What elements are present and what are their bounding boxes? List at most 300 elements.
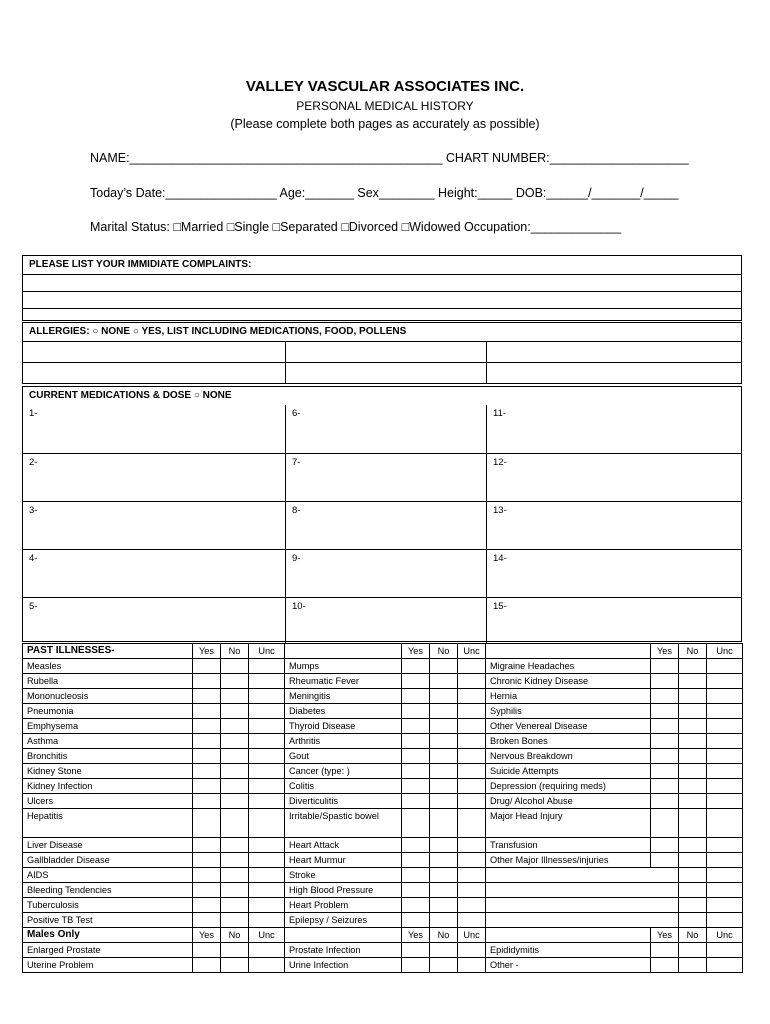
illness-name: Diabetes	[285, 704, 402, 719]
illness-name: Arthritis	[285, 734, 402, 749]
illness-name: Diverticulitis	[285, 794, 402, 809]
table-row	[23, 719, 743, 734]
unc-header: Unc	[707, 928, 743, 943]
yes-checkbox[interactable]	[193, 943, 221, 958]
no-checkbox[interactable]	[221, 943, 249, 958]
illness-name: Positive TB Test	[23, 913, 193, 928]
table-row	[23, 883, 743, 898]
no-checkbox[interactable]	[430, 913, 458, 928]
unc-checkbox[interactable]	[249, 734, 285, 749]
illness-name: Syphilis	[486, 704, 651, 719]
illness-name: Drug/ Alcohol Abuse	[486, 794, 651, 809]
unc-checkbox[interactable]	[249, 883, 285, 898]
no-checkbox[interactable]	[221, 868, 249, 883]
unc-checkbox[interactable]	[249, 868, 285, 883]
date-age-line[interactable]: Today’s Date:________________ Age:_______ Sex________ Height:_____ DOB:______/_______/_____	[90, 186, 679, 200]
yes-checkbox	[651, 868, 679, 883]
yes-checkbox[interactable]	[402, 659, 430, 674]
complaint-line[interactable]	[23, 291, 741, 308]
unc-checkbox[interactable]	[458, 749, 486, 764]
unc-checkbox[interactable]	[458, 794, 486, 809]
unc-checkbox[interactable]	[249, 809, 285, 838]
yes-checkbox[interactable]	[402, 853, 430, 868]
medication-cell[interactable]: 7-	[285, 453, 486, 501]
table-row	[23, 749, 743, 764]
table-row	[23, 779, 743, 794]
no-checkbox[interactable]	[430, 779, 458, 794]
unc-checkbox[interactable]	[249, 794, 285, 809]
unc-checkbox[interactable]	[707, 764, 743, 779]
no-checkbox[interactable]	[430, 809, 458, 838]
table-row	[23, 794, 743, 809]
form-instruction: (Please complete both pages as accurately as possible)	[230, 117, 540, 131]
medication-cell[interactable]: 13-	[486, 501, 741, 549]
illness-name	[486, 868, 651, 883]
yes-checkbox[interactable]	[651, 689, 679, 704]
table-row	[23, 868, 743, 883]
yes-checkbox[interactable]	[651, 764, 679, 779]
yes-checkbox	[651, 898, 679, 913]
yes-checkbox[interactable]	[651, 674, 679, 689]
illness-name: Migraine Headaches	[486, 659, 651, 674]
no-checkbox[interactable]	[221, 779, 249, 794]
illness-name: Mumps	[285, 659, 402, 674]
unc-checkbox[interactable]	[249, 838, 285, 853]
yes-checkbox[interactable]	[193, 838, 221, 853]
yes-checkbox[interactable]	[193, 794, 221, 809]
table-row	[23, 704, 743, 719]
illness-name: Transfusion	[486, 838, 651, 853]
unc-checkbox[interactable]	[458, 943, 486, 958]
no-header: No	[430, 644, 458, 659]
unc-checkbox[interactable]	[249, 659, 285, 674]
no-checkbox[interactable]	[221, 734, 249, 749]
illness-name: Stroke	[285, 868, 402, 883]
unc-checkbox[interactable]	[458, 689, 486, 704]
yes-checkbox[interactable]	[402, 779, 430, 794]
unc-checkbox[interactable]	[458, 913, 486, 928]
illness-name: Measles	[23, 659, 193, 674]
unc-checkbox[interactable]	[707, 853, 743, 868]
no-checkbox[interactable]	[430, 898, 458, 913]
no-checkbox[interactable]	[679, 958, 707, 973]
unc-checkbox[interactable]	[707, 779, 743, 794]
illness-name: Chronic Kidney Disease	[486, 674, 651, 689]
no-checkbox[interactable]	[430, 838, 458, 853]
allergy-cell[interactable]	[23, 341, 285, 362]
unc-checkbox[interactable]	[249, 898, 285, 913]
yes-checkbox[interactable]	[402, 749, 430, 764]
no-checkbox[interactable]	[430, 883, 458, 898]
yes-header: Yes	[651, 644, 679, 659]
form-title: VALLEY VASCULAR ASSOCIATES INC.	[245, 78, 525, 95]
complaint-line[interactable]	[23, 274, 741, 291]
yes-checkbox[interactable]	[651, 958, 679, 973]
no-checkbox[interactable]	[679, 779, 707, 794]
illness-name	[486, 883, 651, 898]
yes-checkbox[interactable]	[651, 794, 679, 809]
unc-checkbox[interactable]	[249, 779, 285, 794]
illness-name: Bronchitis	[23, 749, 193, 764]
yes-checkbox[interactable]	[193, 883, 221, 898]
yes-checkbox[interactable]	[193, 734, 221, 749]
illness-name: Colitis	[285, 779, 402, 794]
table-row	[23, 913, 743, 928]
table-row	[23, 809, 743, 838]
table-row	[23, 838, 743, 853]
no-checkbox[interactable]	[221, 913, 249, 928]
illness-name: Enlarged Prostate	[23, 943, 193, 958]
illness-name: Kidney Stone	[23, 764, 193, 779]
illness-name: Heart Attack	[285, 838, 402, 853]
illness-name: Broken Bones	[486, 734, 651, 749]
no-checkbox[interactable]	[221, 719, 249, 734]
medication-cell[interactable]: 3-	[23, 501, 285, 549]
no-checkbox[interactable]	[221, 809, 249, 838]
unc-checkbox[interactable]	[249, 764, 285, 779]
unc-checkbox	[707, 898, 743, 913]
yes-checkbox[interactable]	[193, 779, 221, 794]
no-checkbox[interactable]	[221, 689, 249, 704]
illness-name: Urine Infection	[285, 958, 402, 973]
medication-cell[interactable]: 14-	[486, 549, 741, 597]
no-checkbox[interactable]	[221, 704, 249, 719]
past-illnesses-heading: PAST ILLNESSES-	[23, 644, 193, 659]
medications-label: CURRENT MEDICATIONS & DOSE ○ NONE	[29, 390, 232, 401]
illness-name: Emphysema	[23, 719, 193, 734]
unc-checkbox[interactable]	[707, 749, 743, 764]
column-heading-empty	[285, 928, 402, 943]
yes-checkbox[interactable]	[651, 853, 679, 868]
unc-checkbox[interactable]	[707, 943, 743, 958]
unc-checkbox[interactable]	[707, 794, 743, 809]
unc-header: Unc	[707, 644, 743, 659]
allergy-cell[interactable]	[285, 362, 486, 384]
illness-name	[486, 913, 651, 928]
medication-cell[interactable]: 6-	[285, 405, 486, 453]
illness-name: Asthma	[23, 734, 193, 749]
unc-checkbox[interactable]	[458, 809, 486, 838]
unc-checkbox	[707, 868, 743, 883]
medication-cell[interactable]: 8-	[285, 501, 486, 549]
no-checkbox[interactable]	[679, 704, 707, 719]
unc-checkbox[interactable]	[458, 868, 486, 883]
no-checkbox[interactable]	[679, 943, 707, 958]
unc-checkbox[interactable]	[249, 749, 285, 764]
no-checkbox[interactable]	[679, 734, 707, 749]
medication-cell[interactable]: 2-	[23, 453, 285, 501]
yes-checkbox[interactable]	[402, 794, 430, 809]
yes-header: Yes	[193, 644, 221, 659]
no-checkbox[interactable]	[221, 674, 249, 689]
unc-checkbox[interactable]	[458, 883, 486, 898]
yes-checkbox[interactable]	[193, 853, 221, 868]
unc-checkbox[interactable]	[458, 838, 486, 853]
allergy-cell[interactable]	[486, 341, 741, 362]
allergy-cell[interactable]	[285, 341, 486, 362]
column-heading-empty	[486, 644, 651, 659]
illness-name: Nervous Breakdown	[486, 749, 651, 764]
yes-checkbox[interactable]	[193, 689, 221, 704]
unc-checkbox[interactable]	[458, 853, 486, 868]
yes-checkbox[interactable]	[402, 809, 430, 838]
form-subtitle: PERSONAL MEDICAL HISTORY	[296, 99, 474, 113]
no-checkbox[interactable]	[679, 809, 707, 838]
illness-name	[486, 898, 651, 913]
table-row	[23, 853, 743, 868]
yes-checkbox[interactable]	[651, 719, 679, 734]
medication-cell[interactable]: 11-	[486, 405, 741, 453]
no-checkbox[interactable]	[430, 794, 458, 809]
unc-checkbox[interactable]	[707, 674, 743, 689]
illness-name: Thyroid Disease	[285, 719, 402, 734]
yes-checkbox[interactable]	[193, 958, 221, 973]
unc-checkbox[interactable]	[458, 719, 486, 734]
no-checkbox[interactable]	[221, 853, 249, 868]
table-row	[23, 734, 743, 749]
medication-cell[interactable]: 9-	[285, 549, 486, 597]
unc-checkbox[interactable]	[458, 958, 486, 973]
no-checkbox[interactable]	[679, 794, 707, 809]
unc-checkbox[interactable]	[249, 689, 285, 704]
yes-checkbox[interactable]	[651, 704, 679, 719]
allergy-cell[interactable]	[23, 362, 285, 384]
yes-checkbox[interactable]	[402, 674, 430, 689]
illness-name: Heart Murmur	[285, 853, 402, 868]
illness-name: Prostate Infection	[285, 943, 402, 958]
illness-name: Mononucleosis	[23, 689, 193, 704]
males-header-row	[23, 928, 743, 943]
no-checkbox[interactable]	[430, 943, 458, 958]
unc-checkbox	[707, 883, 743, 898]
medication-cell[interactable]: 10-	[285, 597, 486, 643]
yes-checkbox[interactable]	[402, 958, 430, 973]
yes-checkbox[interactable]	[402, 734, 430, 749]
no-checkbox[interactable]	[679, 689, 707, 704]
yes-checkbox[interactable]	[402, 868, 430, 883]
yes-checkbox[interactable]	[651, 749, 679, 764]
yes-checkbox[interactable]	[402, 838, 430, 853]
illness-name: Kidney Infection	[23, 779, 193, 794]
no-checkbox[interactable]	[679, 764, 707, 779]
yes-checkbox[interactable]	[402, 943, 430, 958]
table-row	[23, 674, 743, 689]
yes-checkbox[interactable]	[402, 883, 430, 898]
medication-cell[interactable]: 15-	[486, 597, 741, 643]
medication-cell[interactable]: 5-	[23, 597, 285, 643]
unc-checkbox[interactable]	[707, 704, 743, 719]
table-row	[23, 943, 743, 958]
no-checkbox[interactable]	[679, 853, 707, 868]
illness-name: High Blood Pressure	[285, 883, 402, 898]
illness-name: Tuberculosis	[23, 898, 193, 913]
unc-checkbox[interactable]	[249, 719, 285, 734]
medication-cell[interactable]: 1-	[29, 408, 38, 419]
unc-header: Unc	[458, 928, 486, 943]
unc-header: Unc	[249, 928, 285, 943]
no-checkbox[interactable]	[430, 719, 458, 734]
yes-checkbox[interactable]	[193, 913, 221, 928]
medication-cell[interactable]: 12-	[486, 453, 741, 501]
unc-checkbox[interactable]	[458, 734, 486, 749]
no-checkbox[interactable]	[430, 853, 458, 868]
yes-checkbox[interactable]	[193, 674, 221, 689]
no-checkbox[interactable]	[679, 719, 707, 734]
yes-checkbox[interactable]	[402, 898, 430, 913]
no-checkbox[interactable]	[430, 764, 458, 779]
yes-checkbox[interactable]	[651, 659, 679, 674]
yes-checkbox[interactable]	[193, 719, 221, 734]
unc-checkbox[interactable]	[249, 853, 285, 868]
yes-checkbox[interactable]	[193, 868, 221, 883]
yes-checkbox[interactable]	[402, 704, 430, 719]
no-checkbox[interactable]	[679, 674, 707, 689]
column-heading-empty	[285, 644, 402, 659]
yes-header: Yes	[193, 928, 221, 943]
unc-checkbox[interactable]	[458, 898, 486, 913]
allergy-cell[interactable]	[486, 362, 741, 384]
illness-name: Irritable/Spastic bowel	[285, 809, 402, 838]
no-checkbox[interactable]	[430, 689, 458, 704]
table-row	[23, 659, 743, 674]
yes-checkbox[interactable]	[193, 809, 221, 838]
illness-name: Rheumatic Fever	[285, 674, 402, 689]
complaints-label: PLEASE LIST YOUR IMMIDIATE COMPLAINTS:	[29, 259, 252, 270]
yes-checkbox[interactable]	[651, 809, 679, 838]
unc-checkbox[interactable]	[707, 719, 743, 734]
yes-checkbox[interactable]	[193, 764, 221, 779]
no-checkbox	[679, 883, 707, 898]
yes-checkbox[interactable]	[402, 764, 430, 779]
no-checkbox[interactable]	[430, 674, 458, 689]
unc-checkbox[interactable]	[249, 704, 285, 719]
yes-checkbox[interactable]	[651, 838, 679, 853]
no-header: No	[679, 928, 707, 943]
complaints-section	[22, 255, 742, 321]
yes-header: Yes	[402, 644, 430, 659]
no-checkbox[interactable]	[430, 704, 458, 719]
medication-cell[interactable]: 4-	[23, 549, 285, 597]
unc-header: Unc	[249, 644, 285, 659]
no-checkbox[interactable]	[679, 749, 707, 764]
males-only-heading: Males Only	[23, 928, 193, 943]
no-header: No	[221, 644, 249, 659]
yes-header: Yes	[651, 928, 679, 943]
illness-name: Major Head Injury	[486, 809, 651, 838]
unc-checkbox[interactable]	[707, 809, 743, 838]
unc-checkbox[interactable]	[249, 674, 285, 689]
unc-header: Unc	[458, 644, 486, 659]
no-header: No	[679, 644, 707, 659]
yes-checkbox[interactable]	[402, 689, 430, 704]
unc-checkbox[interactable]	[458, 764, 486, 779]
illness-name: Bleeding Tendencies	[23, 883, 193, 898]
no-checkbox[interactable]	[430, 868, 458, 883]
unc-checkbox[interactable]	[249, 913, 285, 928]
illness-name: Gout	[285, 749, 402, 764]
yes-checkbox[interactable]	[651, 943, 679, 958]
unc-checkbox[interactable]	[707, 958, 743, 973]
illness-name: Heart Problem	[285, 898, 402, 913]
no-checkbox[interactable]	[679, 659, 707, 674]
yes-checkbox	[651, 883, 679, 898]
unc-checkbox[interactable]	[458, 779, 486, 794]
no-checkbox[interactable]	[430, 659, 458, 674]
illness-name: Meningitis	[285, 689, 402, 704]
unc-checkbox	[707, 913, 743, 928]
column-heading-empty	[486, 928, 651, 943]
unc-checkbox[interactable]	[458, 704, 486, 719]
table-row	[23, 764, 743, 779]
no-checkbox[interactable]	[679, 838, 707, 853]
no-checkbox[interactable]	[221, 764, 249, 779]
illness-name: Hepatitis	[23, 809, 193, 838]
no-checkbox	[679, 898, 707, 913]
unc-checkbox[interactable]	[458, 674, 486, 689]
table-row	[23, 689, 743, 704]
illness-name: Rubella	[23, 674, 193, 689]
illness-name: Epididymitis	[486, 943, 651, 958]
no-checkbox[interactable]	[430, 734, 458, 749]
no-checkbox[interactable]	[221, 794, 249, 809]
yes-checkbox[interactable]	[651, 734, 679, 749]
no-checkbox[interactable]	[221, 838, 249, 853]
no-checkbox[interactable]	[221, 958, 249, 973]
illness-name: Liver Disease	[23, 838, 193, 853]
no-checkbox[interactable]	[430, 749, 458, 764]
yes-checkbox[interactable]	[402, 719, 430, 734]
no-checkbox[interactable]	[221, 749, 249, 764]
unc-checkbox[interactable]	[707, 659, 743, 674]
illness-name: Hernia	[486, 689, 651, 704]
illness-header-row	[23, 644, 743, 659]
allergies-section	[22, 322, 742, 384]
past-illnesses-table	[22, 643, 743, 973]
unc-checkbox[interactable]	[458, 659, 486, 674]
illness-name: Uterine Problem	[23, 958, 193, 973]
table-row	[23, 958, 743, 973]
marital-status-line[interactable]: Marital Status: □Married □Single □Separated □Divorced □Widowed Occupation:_____________	[90, 220, 622, 234]
no-checkbox	[679, 868, 707, 883]
no-checkbox[interactable]	[221, 659, 249, 674]
yes-checkbox[interactable]	[193, 659, 221, 674]
no-checkbox[interactable]	[221, 898, 249, 913]
no-checkbox	[679, 913, 707, 928]
name-chart-line[interactable]: NAME:_____________________________________________ CHART NUMBER:____________________	[90, 151, 689, 165]
illness-name: Other Venereal Disease	[486, 719, 651, 734]
illness-name: Ulcers	[23, 794, 193, 809]
illness-name: Other Major Illnesses/injuries	[486, 853, 651, 868]
unc-checkbox[interactable]	[249, 943, 285, 958]
unc-checkbox[interactable]	[249, 958, 285, 973]
no-checkbox[interactable]	[221, 883, 249, 898]
yes-header: Yes	[402, 928, 430, 943]
illness-name: Suicide Attempts	[486, 764, 651, 779]
medications-section	[22, 386, 742, 642]
yes-checkbox[interactable]	[193, 898, 221, 913]
yes-checkbox[interactable]	[402, 913, 430, 928]
unc-checkbox[interactable]	[707, 689, 743, 704]
unc-checkbox[interactable]	[707, 838, 743, 853]
yes-checkbox[interactable]	[651, 779, 679, 794]
yes-checkbox[interactable]	[193, 749, 221, 764]
yes-checkbox[interactable]	[193, 704, 221, 719]
yes-checkbox	[651, 913, 679, 928]
unc-checkbox[interactable]	[707, 734, 743, 749]
no-checkbox[interactable]	[430, 958, 458, 973]
illness-name: AIDS	[23, 868, 193, 883]
table-row	[23, 898, 743, 913]
